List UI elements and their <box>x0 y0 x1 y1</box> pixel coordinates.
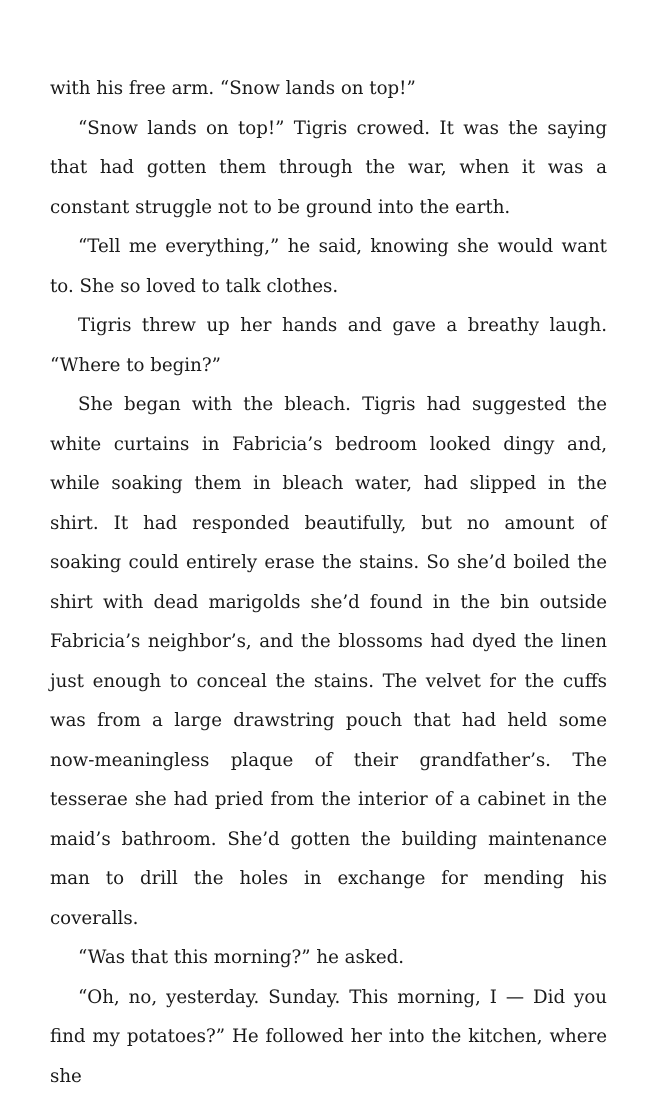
paragraph: “Tell me everything,” he said, knowing she would want to. She so loved to talk clothes. <box>50 227 607 306</box>
paragraph: “Was that this morning?” he asked. <box>50 938 607 978</box>
book-page-text <box>50 69 607 1096</box>
paragraph: “Snow lands on top!” Tigris crowed. It was the saying that had gotten them through the war, when it was a constant struggle not to be ground into the earth. <box>50 109 607 228</box>
paragraph: Tigris threw up her hands and gave a breathy laugh. “Where to begin?” <box>50 306 607 385</box>
paragraph-continued: with his free arm. “Snow lands on top!” <box>50 69 607 109</box>
paragraph: She began with the bleach. Tigris had suggested the white curtains in Fabricia’s bedroom looked dingy and, while soaking them in bleach water, had slipped in the shirt. It had responded beautifully, but no amount of soaking could entirely erase the stains. So she’d boiled the shirt with dead marigolds she’d found in the bin outside Fabricia’s neighbor’s, and the blossoms had dyed the linen just enough to conceal the stains. The velvet for the cuffs was from a large drawstring pouch that had held some now-meaningless plaque of their grandfather’s. The tesserae she had pried from the interior of a cabinet in the maid’s bathroom. She’d gotten the building maintenance man to drill the holes in exchange for mending his coveralls. <box>50 385 607 938</box>
paragraph: “Oh, no, yesterday. Sunday. This morning, I — Did you find my potatoes?” He followed her into the kitchen, where she <box>50 978 607 1096</box>
